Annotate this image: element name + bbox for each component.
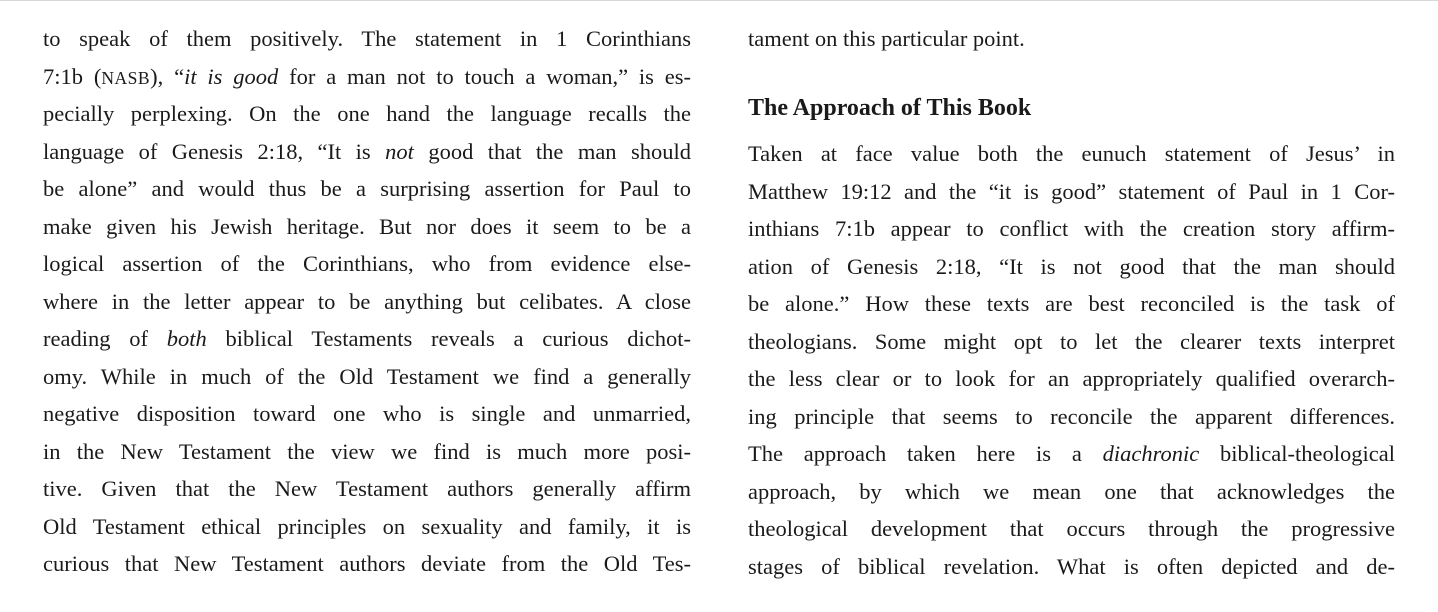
text-line: Taken at face value both the eunuch statement of Jesus’ in <box>748 141 1395 166</box>
continuation-line: tament on this particular point. <box>748 26 1025 51</box>
italic-text: both <box>166 326 207 351</box>
italic-text: it is good <box>184 63 279 89</box>
text-line: logical assertion of the Corinthians, who from evidence else- <box>43 251 691 276</box>
text-line: the less clear or to look for an appropriately qualified overarch- <box>748 366 1395 391</box>
left-text-column <box>43 20 691 583</box>
text-line: inthians 7:1b appear to conflict with the creation story affirm- <box>748 216 1395 241</box>
text-line: reading of both biblical Testaments reveals a curious dichot- <box>43 326 691 351</box>
right-column-continuation <box>748 20 1395 58</box>
text-line: 7:1b (NASB), “it is good for a man not to touch a woman,” is es- <box>43 63 691 89</box>
text-line: to speak of them positively. The statement in 1 Corinthians <box>43 26 691 51</box>
text-line: language of Genesis 2:18, “It is not good that the man should <box>43 138 691 164</box>
text-line: in the New Testament the view we find is much more posi- <box>43 438 691 464</box>
text-line: tive. Given that the New Testament authors generally affirm <box>43 476 691 501</box>
text-line: The approach taken here is a diachronic biblical-theological <box>748 441 1395 466</box>
text-line: where in the letter appear to be anything but celibates. A close <box>43 288 691 314</box>
text-line: omy. While in much of the Old Testament we find a generally <box>43 363 691 389</box>
smallcaps-text: NASB <box>101 67 151 88</box>
text-line: ation of Genesis 2:18, “It is not good that the man should <box>748 253 1395 279</box>
text-line: Old Testament ethical principles on sexuality and family, it is <box>43 513 691 539</box>
text-line: stages of biblical revelation. What is often depicted and de- <box>748 553 1395 579</box>
text-line: Matthew 19:12 and the “it is good” statement of Paul in 1 Cor- <box>748 178 1395 204</box>
italic-text: not <box>385 138 414 164</box>
section-heading: The Approach of This Book <box>748 95 1032 121</box>
text-line: theologians. Some might opt to let the clearer texts interpret <box>748 328 1395 354</box>
text-line: make given his Jewish heritage. But nor does it seem to be a <box>43 213 691 239</box>
page-top-border <box>0 0 1438 1</box>
text-line: curious that New Testament authors deviate from the Old Tes- <box>43 551 691 576</box>
italic-text: diachronic <box>1102 441 1200 466</box>
text-line: be alone” and would thus be a surprising assertion for Paul to <box>43 176 691 201</box>
text-line: be alone.” How these texts are best reconciled is the task of <box>748 291 1395 316</box>
text-line: ing principle that seems to reconcile the apparent differences. <box>748 403 1395 429</box>
text-line: approach, by which we mean one that acknowledges the <box>748 478 1395 504</box>
right-text-column <box>748 135 1395 585</box>
text-line: negative disposition toward one who is single and unmarried, <box>43 401 691 426</box>
text-line: theological development that occurs through the progressive <box>748 516 1395 541</box>
text-line: pecially perplexing. On the one hand the language recalls the <box>43 101 691 126</box>
